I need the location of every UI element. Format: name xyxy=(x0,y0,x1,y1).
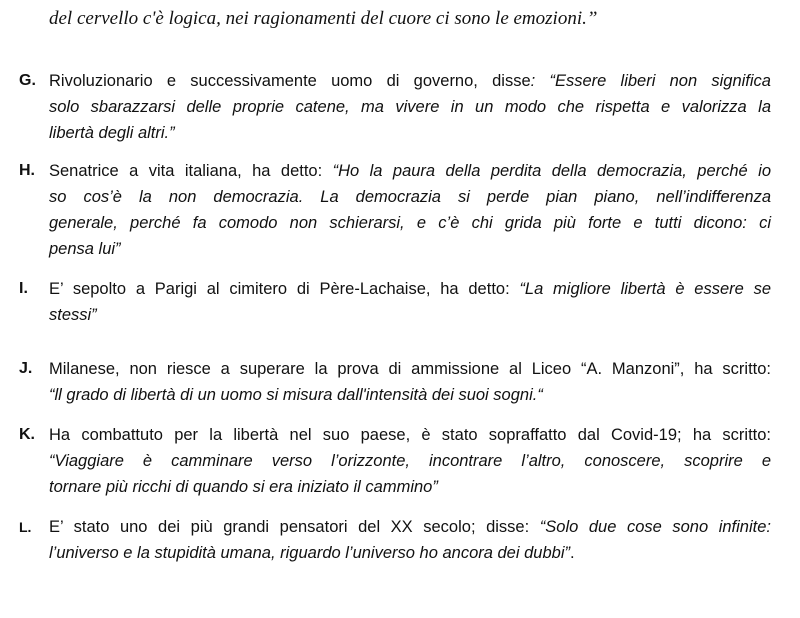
quote-text: generale, perché fa comodo non schierarsi, e c’è chi grida più forte e tutti dicono: ci xyxy=(49,214,771,232)
entry-text xyxy=(49,356,771,408)
entry-letter: J. xyxy=(19,360,33,377)
entry-line xyxy=(49,514,771,540)
quote-text: so cos’è la non democrazia. La democrazia si perde pian piano, nell’indifferenza xyxy=(49,188,771,206)
entry-line xyxy=(49,184,771,210)
entry-line xyxy=(49,448,771,474)
entry-text xyxy=(49,158,771,262)
entry-line xyxy=(49,68,771,94)
quote-text: “ll grado di libertà di un uomo si misura dall'intensità dei suoi sogni.“ xyxy=(49,386,543,404)
entry-line xyxy=(49,422,771,448)
entry-line xyxy=(49,120,771,146)
entry-line xyxy=(49,276,771,302)
attribution-text: Ha combattuto per la libertà nel suo paese, è stato sopraffatto dal Covid-19; ha scritto: xyxy=(49,426,771,444)
entry-letter: L. xyxy=(19,519,32,535)
entry-line xyxy=(49,94,771,120)
entry-line xyxy=(49,236,771,262)
entry-line xyxy=(49,158,771,184)
entry-line xyxy=(49,474,771,500)
attribution-text: E’ sepolto a Parigi al cimitero di Père-Lachaise, ha detto: xyxy=(49,280,520,298)
quote-text: pensa lui” xyxy=(49,240,121,258)
quote-text: tornare più ricchi di quando si era iniziato il cammino” xyxy=(49,478,438,496)
quote-text: “Viaggiare è camminare verso l’orizzonte, incontrare l’altro, conoscere, scoprire e xyxy=(49,452,771,470)
quote-text: l’universo e la stupidità umana, riguardo l’universo ho ancora dei dubbi” xyxy=(49,544,570,562)
entry-line xyxy=(49,302,771,328)
entry-text xyxy=(49,422,771,500)
quote-text: “La migliore libertà è essere se xyxy=(519,280,771,298)
entry-line xyxy=(49,356,771,382)
quote-text: “Solo due cose sono infinite: xyxy=(539,518,771,536)
entry-text xyxy=(49,276,771,328)
entry-letter: I. xyxy=(19,280,28,297)
quote-text: libertà degli altri.” xyxy=(49,124,175,142)
quote-text: “Ho la paura della perdita della democrazia, perché io xyxy=(332,162,771,180)
entry-text xyxy=(49,68,771,146)
entry-letter: K. xyxy=(19,426,35,443)
quote-text: stessi” xyxy=(49,306,97,324)
intro-quote-continuation: del cervello c'è logica, nei ragionamenti del cuore ci sono le emozioni.” xyxy=(49,8,598,29)
attribution-text: E’ stato uno dei più grandi pensatori del XX secolo; disse: xyxy=(49,518,540,536)
entry-line xyxy=(49,382,771,408)
entry-text xyxy=(49,514,771,566)
entry-line xyxy=(49,540,771,566)
attribution-text: . xyxy=(569,544,575,562)
attribution-text: Rivoluzionario e successivamente uomo di governo, disse xyxy=(49,72,531,90)
entry-letter: G. xyxy=(19,72,36,89)
attribution-text: Senatrice a vita italiana, ha detto: xyxy=(49,162,333,180)
entry-line xyxy=(49,210,771,236)
quote-text: solo sbarazzarsi delle proprie catene, ma vivere in un modo che rispetta e valorizza la xyxy=(49,98,771,116)
attribution-text: Milanese, non riesce a superare la prova di ammissione al Liceo “A. Manzoni”, ha scritto: xyxy=(49,360,771,378)
entry-letter: H. xyxy=(19,162,35,179)
quote-text: : “Essere liberi non significa xyxy=(530,72,771,90)
